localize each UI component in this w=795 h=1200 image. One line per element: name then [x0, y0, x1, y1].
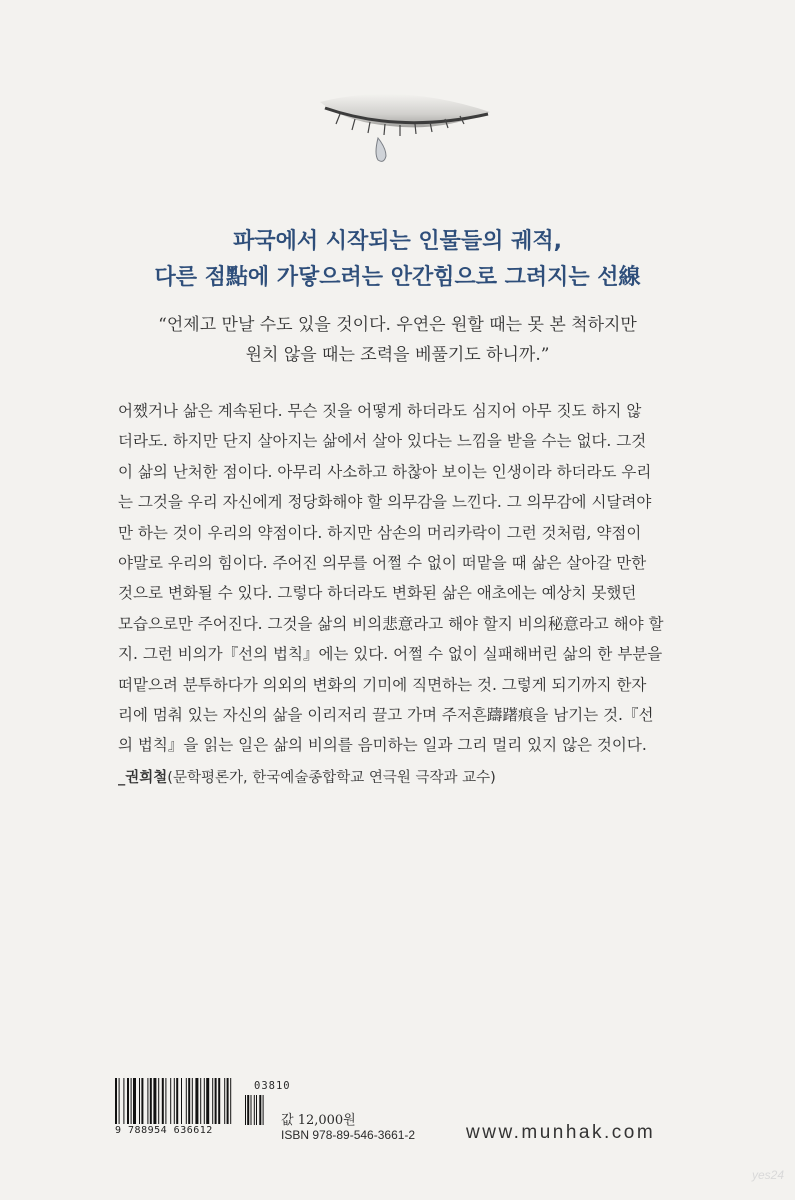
barcode-addon-bar	[245, 1095, 246, 1125]
barcode-addon-bar	[263, 1095, 264, 1125]
blurb-line: 리에 멈춰 있는 자신의 삶을 이리저리 끌고 가며 주저흔躊躇痕을 남기는 것.『선	[118, 705, 654, 724]
blurb-line: 만 하는 것이 우리의 약점이다. 하지만 삼손의 머리카락이 그런 것처럼, 약점이	[118, 523, 642, 542]
barcode-bar	[200, 1078, 201, 1124]
watermark: yes24	[752, 1168, 785, 1182]
barcode-bar	[174, 1078, 175, 1124]
blurb-line: 의 법칙』을 읽는 일은 삶의 비의를 음미하는 일과 그리 멀리 있지 않은 것이다.	[118, 736, 647, 755]
barcode-addon-bar	[251, 1095, 252, 1125]
barcode-addon-bars	[245, 1095, 271, 1125]
quote-line-1: “언제고 만날 수도 있을 것이다. 우연은 원할 때는 못 본 척하지만	[158, 315, 637, 335]
barcode-bar	[162, 1078, 164, 1124]
barcode-bar	[181, 1078, 182, 1124]
barcode-bars	[115, 1078, 265, 1124]
barcode-addon-bar	[247, 1095, 249, 1125]
quote-line-2: 원치 않을 때는 조력을 베풀기도 하니까.”	[245, 345, 550, 365]
barcode-bar	[176, 1078, 178, 1124]
barcode-bar	[139, 1078, 140, 1124]
barcode-bar	[133, 1078, 136, 1124]
price: 값 12,000원	[281, 1113, 356, 1128]
blurb-line: 어쨌거나 삶은 계속된다. 무슨 짓을 어떻게 하더라도 심지어 아무 짓도 하지 않	[118, 402, 642, 420]
blurb-body	[118, 396, 688, 761]
barcode-bar	[212, 1078, 213, 1124]
barcode-addon-bar	[256, 1095, 257, 1125]
barcode-bar	[188, 1078, 190, 1124]
blurb-line: 것으로 변화될 수 있다. 그렇다 하더라도 변화된 삶은 애초에는 예상치 못했던	[118, 584, 637, 603]
barcode-bar	[147, 1078, 148, 1124]
isbn-number: ISBN 978-89-546-3661-2	[281, 1128, 416, 1142]
barcode-bar	[115, 1078, 117, 1124]
barcode-bar	[150, 1078, 152, 1124]
headline-line-1: 파국에서 시작되는 인물들의 궤적,	[233, 229, 562, 254]
barcode-bar	[123, 1078, 124, 1124]
reviewer-credit	[118, 766, 496, 787]
closed-eye-tear-illustration	[300, 62, 500, 192]
barcode-bar	[141, 1078, 143, 1124]
barcode-bar	[153, 1078, 156, 1124]
blurb-line: 지. 그런 비의가『선의 법칙』에는 있다. 어쩔 수 없이 실패해버린 삶의 한 부분을	[118, 645, 663, 664]
blurb-line: 떠맡으려 분투하다가 의외의 변화의 기미에 직면하는 것. 그렇게 되기까지 한자	[118, 675, 647, 694]
barcode-bar	[215, 1078, 217, 1124]
barcode-bar	[230, 1078, 231, 1124]
blurb-line: 이 삶의 난처한 점이다. 아무리 사소하고 하찮아 보이는 인생이라 하더라도 우리	[118, 462, 652, 481]
barcode-bar	[170, 1078, 171, 1124]
blurb-line: 모습으로만 주어진다. 그것을 삶의 비의悲意라고 해야 할지 비의秘意라고 해야 할	[118, 614, 664, 633]
barcode-bar	[119, 1078, 120, 1124]
barcode-bar	[224, 1078, 225, 1124]
reviewer-name: 권희철	[125, 770, 168, 786]
reviewer-title: (문학평론가, 한국예술종합학교 연극원 극작과 교수)	[167, 770, 496, 786]
barcode-bar	[227, 1078, 229, 1124]
headline-line-2: 다른 점點에 가닿으려는 안간힘으로 그려지는 선線	[154, 265, 641, 290]
barcode-bar	[192, 1078, 193, 1124]
barcode-digits: 9 788954 636612	[115, 1125, 213, 1136]
barcode-bar	[195, 1078, 198, 1124]
barcode-bar	[186, 1078, 187, 1124]
barcode-bar	[204, 1078, 205, 1124]
barcode-addon-bar	[254, 1095, 255, 1125]
barcode-bar	[158, 1078, 159, 1124]
reviewer-prefix: _	[118, 770, 126, 786]
barcode-bar	[131, 1078, 132, 1124]
barcode-bar	[165, 1078, 166, 1124]
blurb-line: 는 그것을 우리 자신에게 정당화해야 할 의무감을 느낀다. 그 의무감에 시달려야	[118, 493, 652, 512]
barcode-bar	[127, 1078, 129, 1124]
blurb-line: 야말로 우리의 힘이다. 주어진 의무를 어쩔 수 없이 떠맡을 때 삶은 살아갈 만한	[118, 553, 647, 572]
barcode-bar	[206, 1078, 209, 1124]
blurb-line: 더라도. 하지만 단지 살아지는 삶에서 살아 있다는 느낌을 받을 수는 없다. 그것	[118, 432, 647, 451]
publisher-website: www.munhak.com	[466, 1122, 656, 1143]
barcode-bar	[218, 1078, 220, 1124]
barcode-addon-number: 03810	[254, 1080, 291, 1092]
barcode-addon-bar	[259, 1095, 261, 1125]
